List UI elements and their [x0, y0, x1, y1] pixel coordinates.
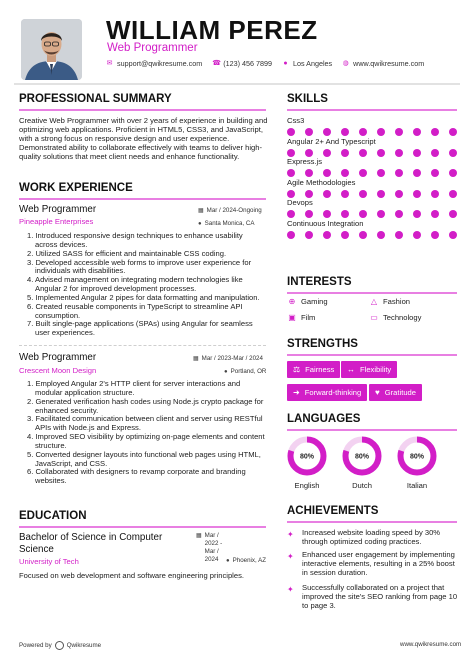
achievement-text: Enhanced user engagement by implementing interactive elements, resulting in a 25% boost in session duration.: [302, 550, 455, 577]
strengths-heading: STRENGTHS: [287, 338, 358, 350]
scale-icon: ⚖: [293, 365, 301, 374]
skills-rule: [287, 109, 457, 111]
rating-dot: [341, 210, 349, 218]
trophy-icon: ✦: [287, 530, 294, 539]
language-meter: [342, 436, 382, 476]
skill-rating: [287, 128, 457, 136]
job-title: Web Programmer: [19, 204, 97, 215]
rating-dot: [359, 149, 367, 157]
rating-dot: [395, 190, 403, 198]
rating-dot: [323, 190, 331, 198]
education-location-text: Phoenix, AZ: [232, 557, 266, 564]
calendar-icon: ▦: [196, 533, 202, 539]
interest-label: Fashion: [383, 297, 411, 306]
rating-dot: [305, 128, 313, 136]
contact-email[interactable]: [106, 59, 202, 68]
rating-dot: [413, 128, 421, 136]
job-dates: [198, 207, 262, 214]
rating-dot: [413, 190, 421, 198]
rating-dot: [395, 149, 403, 157]
strength-label: Gratitude: [384, 388, 416, 397]
rating-dot: [431, 190, 439, 198]
language-name: Dutch: [352, 481, 372, 490]
gamepad-icon: ⊕: [288, 297, 296, 306]
rating-dot: [341, 231, 349, 239]
rating-dot: [305, 190, 313, 198]
rating-dot: [431, 231, 439, 239]
rating-dot: [449, 210, 457, 218]
rating-dot: [449, 149, 457, 157]
language-meter: [287, 436, 327, 476]
brand-text[interactable]: Qwikresume: [66, 642, 102, 649]
location-pin-icon: ●: [224, 368, 228, 375]
rating-dot: [305, 231, 313, 239]
education-location: [226, 557, 266, 564]
rating-dot: [359, 210, 367, 218]
education-dates-text: Mar / 2022 - Mar / 2024: [204, 532, 223, 563]
rating-dot: [449, 231, 457, 239]
trophy-icon: ✦: [287, 585, 294, 594]
contact-bar: [106, 59, 434, 68]
interest-label: Gaming: [301, 297, 328, 306]
job-location-text: Portland, OR: [230, 368, 267, 375]
rating-dot: [323, 169, 331, 177]
list-item: 2. Utilized SASS for efficient and maintainable CSS coding.: [27, 248, 227, 258]
interests-rule: [287, 292, 457, 294]
rating-dot: [377, 190, 385, 198]
mail-icon: ✉: [106, 60, 113, 67]
interests-heading: INTERESTS: [287, 276, 352, 288]
list-item: 3. Facilitated communication between client and server using RESTful APIs with Node.js and Express.: [27, 414, 263, 433]
rating-dot: [323, 231, 331, 239]
education-dates: [196, 532, 226, 564]
skill-name: Agile Methodologies: [287, 177, 356, 187]
summary-rule: [19, 109, 266, 111]
job-location: [224, 368, 266, 375]
skill-rating: [287, 231, 457, 239]
phone-icon: ☎: [212, 60, 221, 67]
flex-icon: ↔: [347, 365, 355, 374]
skill-name: Angular 2+ And Typescript: [287, 136, 376, 146]
strength-fairness: [287, 361, 340, 378]
rating-dot: [395, 210, 403, 218]
candidate-name: WILLIAM PEREZ: [106, 15, 318, 45]
rating-dot: [449, 190, 457, 198]
rating-dot: [377, 128, 385, 136]
job-bullets: [27, 380, 267, 486]
language-percent: 80%: [354, 453, 370, 461]
skill-name: Express.js: [287, 157, 323, 166]
rating-dot: [341, 128, 349, 136]
list-item: 7. Built single-page applications (SPAs) using Angular for seamless user experiences.: [27, 319, 253, 338]
location-text: Los Angeles: [292, 59, 333, 68]
skills-heading: SKILLS: [287, 93, 328, 105]
rating-dot: [341, 190, 349, 198]
list-item: 3. Developed accessible web forms to improve user experience for individuals with disabilities.: [27, 257, 252, 276]
rating-dot: [377, 231, 385, 239]
list-item: 1. Employed Angular 2's HTTP client for server interactions and modular application structure.: [27, 379, 241, 397]
rating-dot: [359, 128, 367, 136]
achievements-rule: [287, 521, 457, 523]
achievements-heading: ACHIEVEMENTS: [287, 505, 379, 517]
rating-dot: [431, 169, 439, 177]
heart-icon: ♥: [375, 388, 380, 397]
interest-gaming: [287, 297, 328, 306]
strength-gratitude: [369, 384, 422, 401]
interest-film: [287, 313, 315, 322]
job-dates-text: Mar / 2024-Ongoing: [206, 207, 262, 214]
language-name: English: [294, 481, 320, 490]
language-percent: 80%: [299, 453, 315, 461]
arrow-icon: ➜: [293, 388, 300, 397]
rating-dot: [377, 169, 385, 177]
interest-fashion: [369, 297, 410, 306]
strength-forward-thinking: [287, 384, 367, 401]
rating-dot: [395, 231, 403, 239]
rating-dot: [449, 169, 457, 177]
list-item: 5. Converted designer layouts into functional web pages using HTML, JavaScript, and CSS.: [27, 449, 261, 468]
rating-dot: [359, 190, 367, 198]
email-text: support@qwikresume.com: [117, 59, 203, 68]
job-company: Crescent Moon Design: [19, 366, 97, 375]
language-name: Italian: [406, 481, 428, 490]
rating-dot: [413, 210, 421, 218]
summary-text: Creative Web Programmer with over 2 years of experience in building and optimizing web applications. Proficient in HTML5, CSS3, and JavaScript, with a strong focus on responsive design and user experience. Demonstrated ability to collaborate effectively with teams to deliver high-quality solutions that meet client needs and enhance functionality.: [19, 116, 268, 162]
job-location-text: Santa Monica, CA: [204, 220, 255, 227]
hanger-icon: △: [370, 297, 378, 306]
strength-label: Flexibility: [360, 365, 392, 374]
rating-dot: [323, 210, 331, 218]
rating-dot: [287, 210, 295, 218]
profile-photo: [21, 19, 82, 80]
job-company: Pineapple Enterprises: [19, 217, 94, 226]
experience-rule: [19, 198, 266, 200]
rating-dot: [431, 128, 439, 136]
calendar-icon: ▦: [193, 356, 199, 362]
powered-by-text: Powered by: [19, 642, 52, 649]
rating-dot: [341, 149, 349, 157]
job-dates-text: Mar / 2023-Mar / 2024: [201, 355, 263, 362]
contact-location: [282, 59, 332, 68]
rating-dot: [305, 210, 313, 218]
achievement-text: Successfully collaborated on a project that improved the site's SEO ranking from page 10 to page 3.: [302, 583, 458, 610]
rating-dot: [395, 128, 403, 136]
job-title: Web Programmer: [19, 352, 97, 363]
rating-dot: [287, 128, 295, 136]
location-pin-icon: ●: [226, 557, 230, 564]
skill-rating: [287, 190, 457, 198]
calendar-icon: ▦: [198, 208, 204, 214]
rating-dot: [287, 190, 295, 198]
skill-name: Css3: [287, 116, 305, 125]
school-name: University of Tech: [19, 557, 79, 566]
skill-rating: [287, 149, 457, 157]
trophy-icon: ✦: [287, 552, 294, 561]
skill-name: Continuous Integration: [287, 218, 364, 228]
rating-dot: [413, 231, 421, 239]
contact-phone[interactable]: [212, 59, 272, 68]
rating-dot: [341, 169, 349, 177]
achievement-text: Increased website loading speed by 30% through optimized coding practices.: [302, 528, 441, 546]
education-rule: [19, 526, 266, 528]
rating-dot: [377, 149, 385, 157]
degree-title: Bachelor of Science in Computer Science: [19, 532, 163, 555]
contact-website[interactable]: [342, 59, 424, 68]
skill-name: Devops: [287, 198, 313, 207]
job-divider: [19, 345, 266, 346]
header-divider: [14, 83, 460, 85]
rating-dot: [449, 128, 457, 136]
languages-heading: LANGUAGES: [287, 413, 361, 425]
skill-rating: [287, 210, 457, 218]
rating-dot: [287, 231, 295, 239]
rating-dot: [287, 149, 295, 157]
qwikresume-logo-icon: [55, 641, 64, 650]
job-dates: [193, 355, 263, 362]
location-pin-icon: ●: [283, 60, 288, 67]
list-item: 4. Improved SEO visibility by optimizing on-page elements and content structure.: [27, 432, 265, 450]
rating-dot: [431, 210, 439, 218]
list-item: 2. Generated verification hash codes using Node.js crypto package for enhanced security.: [27, 396, 264, 415]
film-icon: ▣: [288, 313, 296, 322]
interest-technology: [369, 313, 421, 322]
footer-powered: [19, 641, 101, 650]
skill-rating: [287, 169, 457, 177]
summary-heading: PROFESSIONAL SUMMARY: [19, 93, 172, 105]
education-heading: EDUCATION: [19, 510, 87, 522]
rating-dot: [413, 149, 421, 157]
rating-dot: [359, 231, 367, 239]
list-item: 1. Introduced responsive design techniques to enhance usability across devices.: [27, 231, 243, 249]
rating-dot: [359, 169, 367, 177]
rating-dot: [323, 128, 331, 136]
interest-label: Technology: [383, 313, 422, 322]
rating-dot: [323, 149, 331, 157]
rating-dot: [305, 149, 313, 157]
education-note: Focused on web development and software engineering principles.: [19, 571, 244, 580]
list-item: 6. Created reusable components in TypeScript to streamline API consumption.: [27, 301, 243, 320]
rating-dot: [287, 169, 295, 177]
rating-dot: [305, 169, 313, 177]
strengths-rule: [287, 354, 457, 356]
experience-heading: WORK EXPERIENCE: [19, 182, 133, 194]
globe-icon: ◍: [342, 60, 349, 67]
footer-site[interactable]: www.qwikresume.com: [400, 641, 462, 648]
rating-dot: [377, 210, 385, 218]
languages-rule: [287, 429, 457, 431]
job-location: [198, 220, 255, 227]
interest-label: Film: [301, 313, 316, 322]
list-item: 6. Collaborated with designers to revamp corporate and branding websites.: [27, 467, 246, 486]
list-item: 4. Advised management on integrating modern technologies like Angular 2 for improved development processes.: [27, 275, 243, 294]
website-text: www.qwikresume.com: [353, 59, 425, 68]
strength-label: Forward-thinking: [304, 388, 362, 397]
strength-flexibility: [341, 361, 397, 378]
phone-text: (123) 456 7899: [223, 59, 272, 68]
strength-label: Fairness: [305, 365, 335, 374]
job-bullets: [27, 232, 267, 338]
language-percent: 80%: [409, 453, 425, 461]
laptop-icon: ▭: [370, 313, 378, 322]
location-pin-icon: ●: [198, 220, 202, 227]
list-item: 5. Implemented Angular 2 pipes for data formatting and manipulation.: [27, 292, 260, 302]
rating-dot: [431, 149, 439, 157]
language-meter: [397, 436, 437, 476]
rating-dot: [413, 169, 421, 177]
rating-dot: [395, 169, 403, 177]
candidate-role: Web Programmer: [107, 42, 198, 54]
